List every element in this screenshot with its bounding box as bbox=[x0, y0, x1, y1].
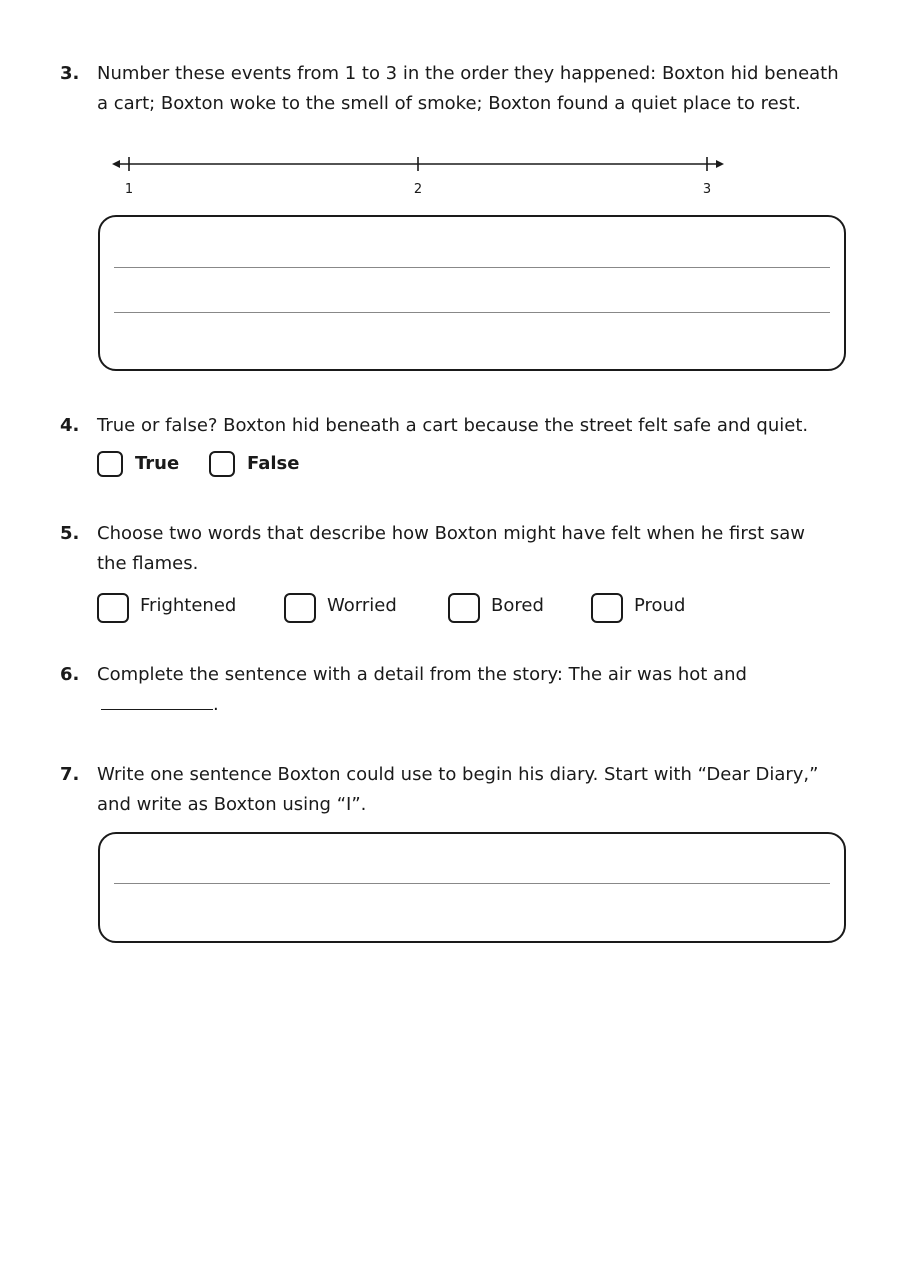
number-line bbox=[110, 152, 730, 202]
option-label: Worried bbox=[327, 595, 397, 616]
option-label: Proud bbox=[634, 595, 686, 616]
checkbox[interactable] bbox=[209, 451, 235, 477]
fill-in-line bbox=[97, 690, 849, 720]
question-text bbox=[97, 59, 849, 119]
question-number: 4. bbox=[60, 415, 80, 436]
question-text-line: Complete the sentence with a detail from the story: The air was hot and bbox=[97, 664, 747, 685]
checkbox[interactable] bbox=[448, 593, 480, 623]
question-number: 5. bbox=[60, 523, 80, 544]
checkbox[interactable] bbox=[97, 593, 129, 623]
question-3 bbox=[60, 59, 850, 119]
checkbox[interactable] bbox=[284, 593, 316, 623]
option-false[interactable] bbox=[209, 451, 319, 483]
option-label: False bbox=[247, 453, 300, 474]
answer-line bbox=[114, 312, 830, 313]
option-worried[interactable] bbox=[284, 593, 424, 625]
checkbox[interactable] bbox=[97, 451, 123, 477]
feeling-options bbox=[97, 593, 737, 625]
question-text bbox=[97, 760, 849, 820]
question-4 bbox=[60, 411, 850, 441]
true-false-options bbox=[97, 451, 397, 483]
fill-in-blank[interactable] bbox=[101, 708, 213, 710]
left-arrow-icon bbox=[112, 160, 120, 168]
option-frightened[interactable] bbox=[97, 593, 267, 625]
question-text-line: and write as Boxton using “I”. bbox=[97, 794, 367, 815]
answer-box-q3[interactable] bbox=[98, 215, 846, 371]
checkbox[interactable] bbox=[591, 593, 623, 623]
question-text-line: Number these events from 1 to 3 in the order they happened: Boxton hid beneath bbox=[97, 63, 839, 84]
number-line-tick-label: 1 bbox=[124, 182, 134, 197]
question-6 bbox=[60, 660, 850, 720]
question-number: 6. bbox=[60, 664, 80, 685]
number-line-tick-label: 2 bbox=[413, 182, 423, 197]
question-text-line: a cart; Boxton woke to the smell of smoke; Boxton found a quiet place to rest. bbox=[97, 93, 801, 114]
number-line-tick-label: 3 bbox=[702, 182, 712, 197]
option-proud[interactable] bbox=[591, 593, 711, 625]
question-text: True or false? Boxton hid beneath a cart because the street felt safe and quiet. bbox=[97, 415, 809, 436]
question-number: 7. bbox=[60, 764, 80, 785]
option-label: Frightened bbox=[140, 595, 237, 616]
question-7 bbox=[60, 760, 850, 820]
answer-line bbox=[114, 267, 830, 268]
answer-box-q7[interactable] bbox=[98, 832, 846, 943]
sentence-end: . bbox=[213, 694, 219, 715]
option-bored[interactable] bbox=[448, 593, 568, 625]
right-arrow-icon bbox=[716, 160, 724, 168]
question-text-line: Choose two words that describe how Boxton might have felt when he first saw bbox=[97, 523, 806, 544]
option-label: Bored bbox=[491, 595, 544, 616]
question-5 bbox=[60, 519, 850, 579]
question-text bbox=[97, 519, 849, 579]
question-text bbox=[97, 660, 849, 720]
question-text-line: the flames. bbox=[97, 553, 199, 574]
option-true[interactable] bbox=[97, 451, 197, 483]
question-number: 3. bbox=[60, 63, 80, 84]
answer-line bbox=[114, 883, 830, 884]
option-label: True bbox=[135, 453, 180, 474]
question-text-line: Write one sentence Boxton could use to begin his diary. Start with “Dear Diary,” bbox=[97, 764, 819, 785]
